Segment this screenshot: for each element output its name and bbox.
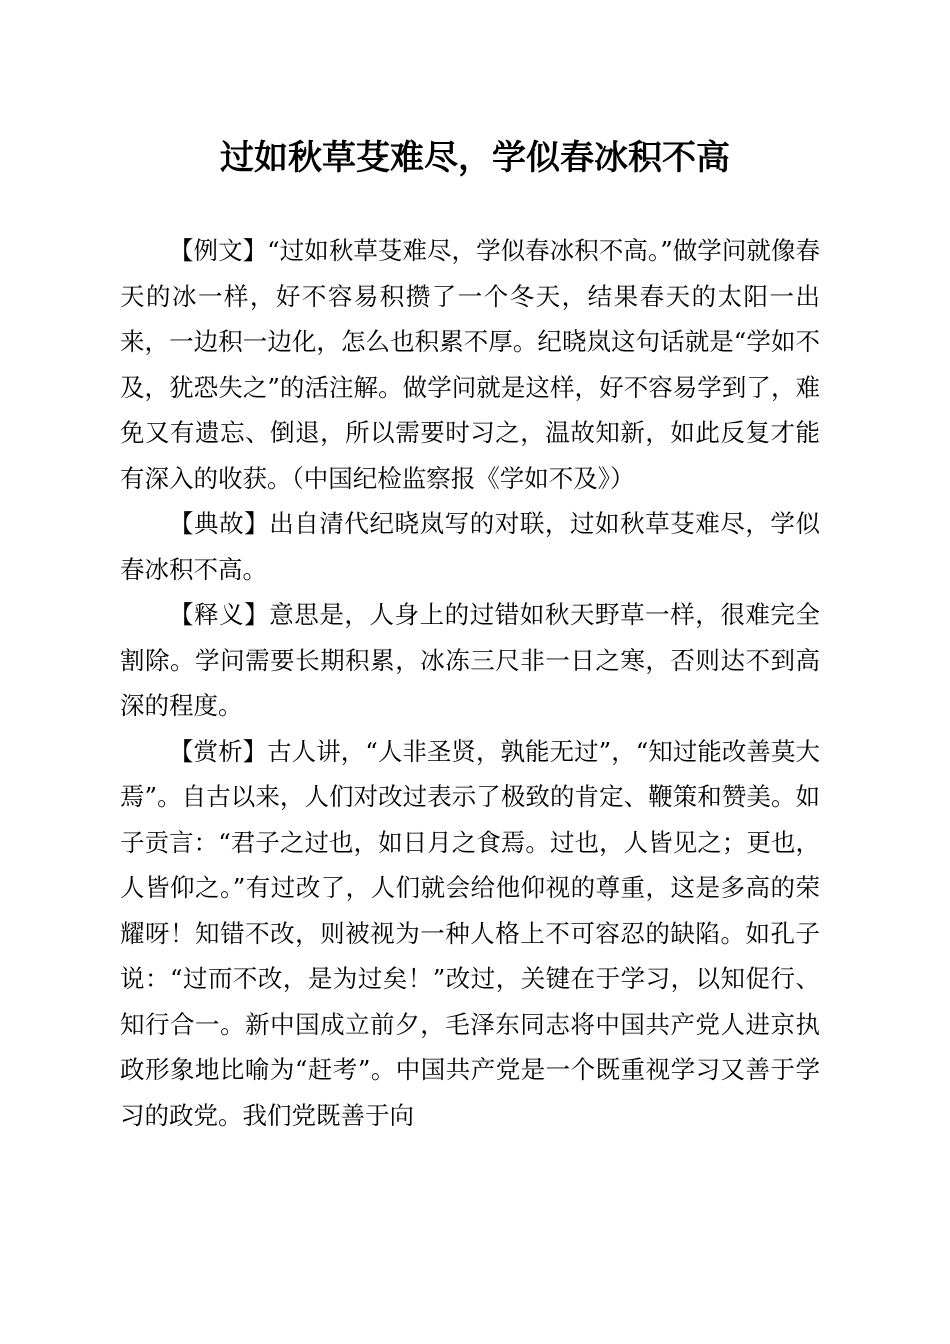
document-title: 过如秋草芟难尽，学似春冰积不高: [220, 138, 730, 178]
paragraph-allusion: 【典故】出自清代纪晓岚写的对联，过如秋草芟难尽，学似春冰积不高。: [120, 509, 820, 584]
paragraph-example-text: 【例文】“过如秋草芟难尽，学似春冰积不高。”做学问就像春天的冰一样，好不容易积攒了一个冬天，结果春天的太阳一出来，一边积一边化，怎么也积累不厚。纪晓岚这句话就是“学如不及，犹恐失之”的活注解。做学问就是这样，好不容易学到了，难免又有遗忘、倒退，所以需要时习之，温故知新，如此反复才能有深入的收获。（中国纪检监察报《学如不及》）: [120, 236, 820, 493]
paragraph-appreciation: 【赏析】古人讲，“人非圣贤，孰能无过”，“知过能改善莫大焉”。自古以来，人们对改过表示了极致的肯定、鞭策和赞美。如子贡言：“君子之过也，如日月之食焉。过也，人皆见之；更也，人皆仰之。”有过改了，人们就会给他仰视的尊重，这是多高的荣耀呀！知错不改，则被视为一种人格上不可容忍的缺陷。如孔子说：“过而不改，是为过矣！”改过，关键在于学习，以知促行、知行合一。新中国成立前夕，毛泽东同志将中国共产党人进京执政形象地比喻为“赶考”。中国共产党是一个既重视学习又善于学习的政党。我们党既善于向: [120, 736, 820, 1130]
document-body: [120, 228, 820, 1138]
paragraph-explanation: 【释义】意思是，人身上的过错如秋天野草一样，很难完全割除。学问需要长期积累，冰冻三尺非一日之寒，否则达不到高深的程度。: [120, 600, 820, 720]
